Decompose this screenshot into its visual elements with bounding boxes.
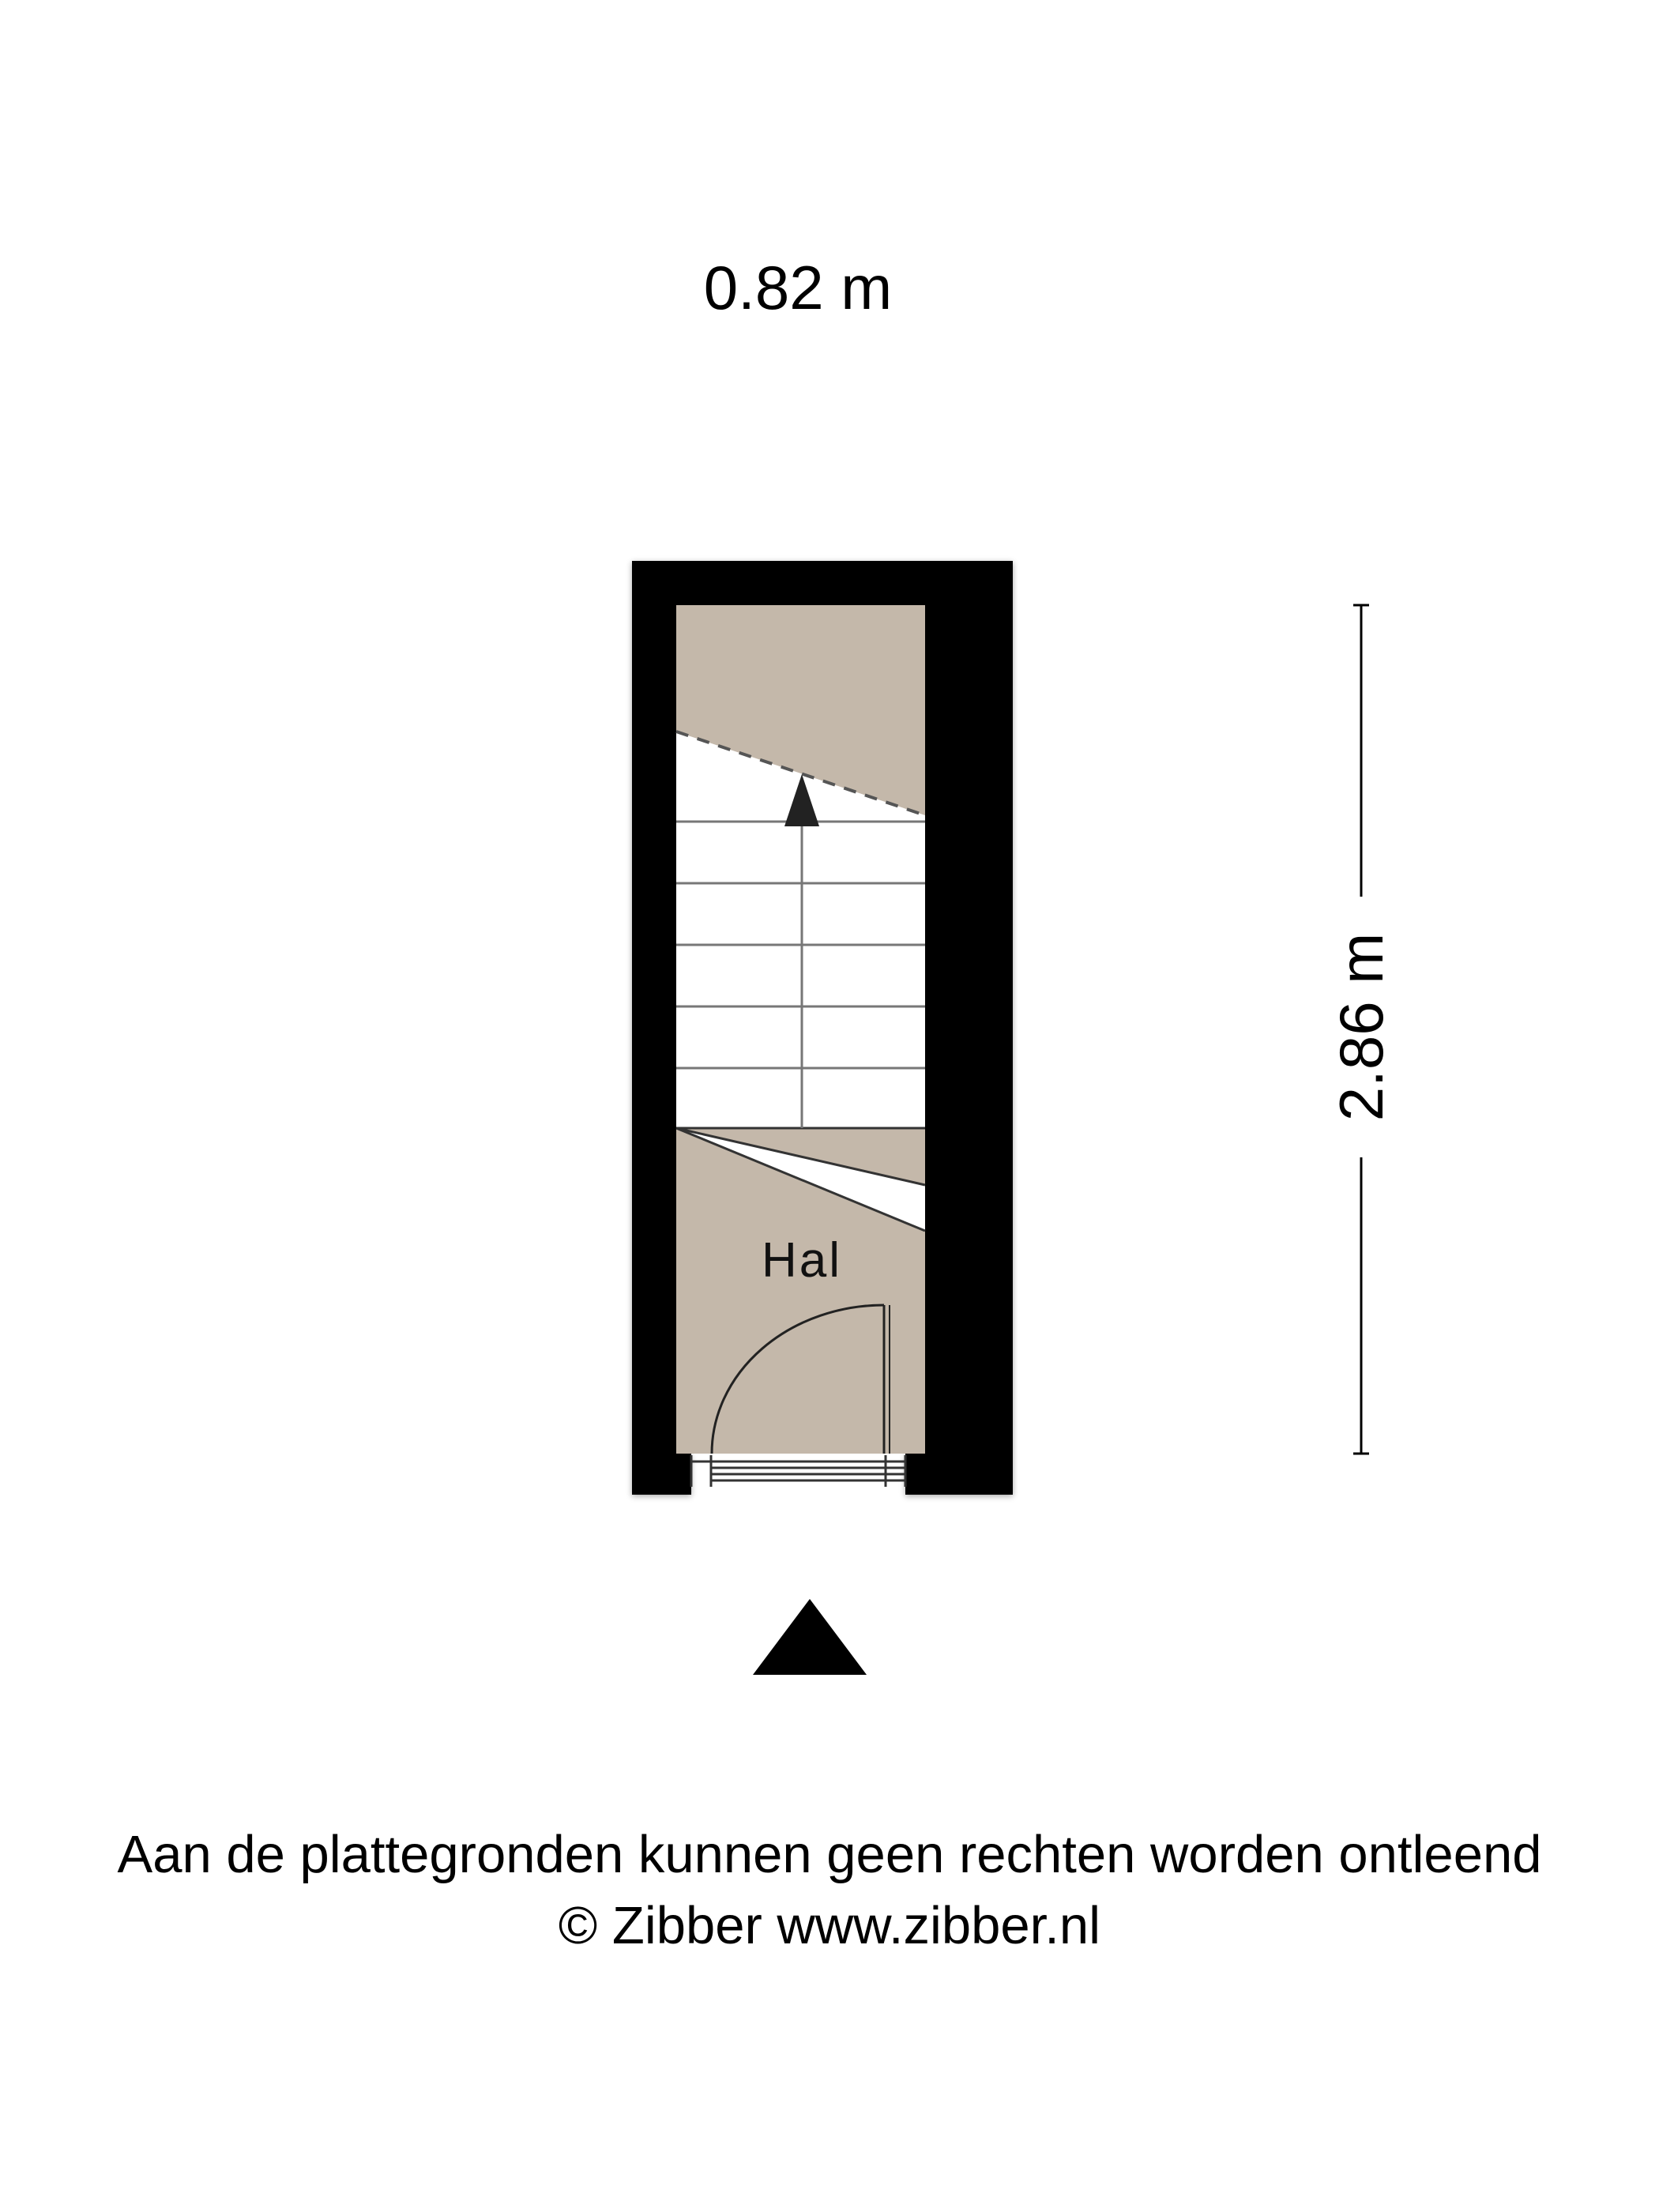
wall-bottom-left (632, 1454, 691, 1495)
copyright-text: © Zibber www.zibber.nl (558, 1896, 1101, 1955)
north-arrow-triangle-icon (753, 1599, 867, 1675)
room-label-hal: Hal (761, 1233, 843, 1288)
height-dimension-text: 2.86 m (1326, 932, 1396, 1122)
wall-left (632, 561, 676, 1495)
door-threshold (691, 1455, 905, 1487)
wall-bottom-right (905, 1454, 1013, 1495)
disclaimer-text: Aan de plattegronden kunnen geen rechten worden ontleend (117, 1825, 1542, 1884)
wall-right (925, 561, 1013, 1495)
width-dimension-label: 0.82 m (703, 253, 893, 322)
